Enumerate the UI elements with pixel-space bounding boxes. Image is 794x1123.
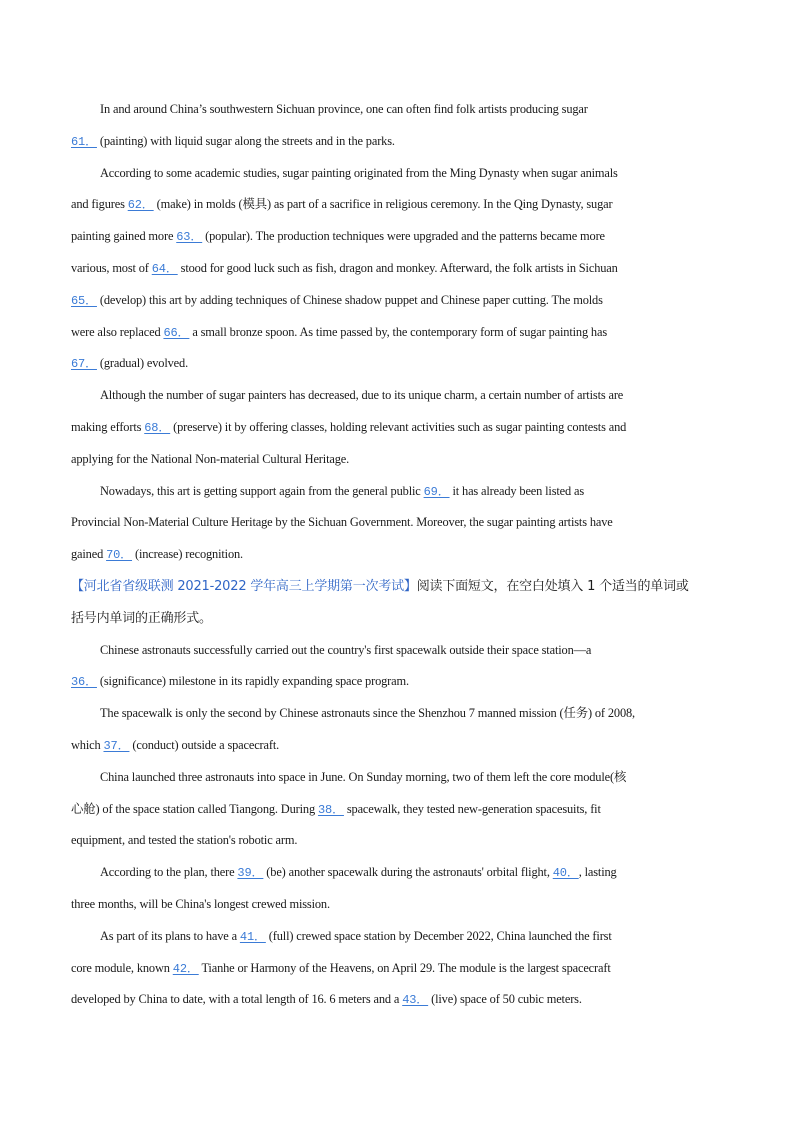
text-line (71, 285, 723, 317)
text-line (71, 984, 723, 1016)
blank-number[interactable]: 41． (239, 929, 266, 944)
blank-number[interactable]: 61． (71, 134, 97, 149)
text-run: core module, known (71, 960, 173, 975)
blank-number[interactable]: 65． (71, 293, 97, 308)
text-run: Although the number of sugar painters has decreased, due to its unique charm, a certain number of artists are (100, 388, 624, 403)
text-run: it has already been listed as (449, 483, 585, 498)
heading-instruction: 阅读下面短文，在空白处填入 1 个适当的单词或 (416, 578, 689, 594)
text-run: (make) in molds (模具) as part of a sacrifice in religious ceremony. In the Qing Dynasty, sugar (153, 197, 613, 212)
text-run: In and around China’s southwestern Sichuan province, one can often find folk artists producing sugar (100, 102, 588, 116)
text-run: (develop) this art by adding techniques of Chinese shadow puppet and Chinese paper cutting. The molds (96, 292, 603, 307)
text-line (71, 380, 723, 412)
blank-number[interactable]: 40． (552, 866, 579, 881)
text-run: (be) another spacewalk during the astronauts' orbital flight, (263, 865, 553, 880)
text-run: Nowadays, this art is getting support again from the general public (100, 483, 424, 498)
blank-number[interactable]: 37． (103, 738, 130, 753)
blank-number[interactable]: 67． (71, 357, 97, 372)
text-line (71, 126, 723, 158)
text-line (71, 412, 723, 444)
text-run: painting gained more (71, 229, 177, 244)
heading-source: 【河北省省级联测 2021-2022 学年高三上学期第一次考试】 (71, 578, 417, 594)
text-run: which (71, 737, 104, 752)
text-run: making efforts (71, 419, 145, 434)
text-run: (gradual) evolved. (96, 356, 189, 371)
text-run: (significance) milestone in its rapidly expanding space program. (96, 674, 409, 689)
text-run: According to some academic studies, sugar painting originated from the Ming Dynasty when sugar animals (100, 165, 618, 180)
heading-line-2: 括号内单词的正确形式。 (71, 610, 212, 626)
blank-number[interactable]: 70． (106, 548, 133, 563)
text-line (71, 698, 723, 730)
text-run: spacewalk, they tested new-generation spacesuits, fit (343, 801, 601, 816)
blank-number[interactable]: 62． (127, 198, 154, 213)
text-run: (popular). The production techniques were upgraded and the patterns became more (202, 229, 605, 244)
text-run: 心舱) of the space station called Tiangong. During (71, 801, 318, 816)
blank-number[interactable]: 69． (423, 484, 450, 499)
text-run: (increase) recognition. (132, 547, 243, 562)
text-run: Provincial Non-Material Culture Heritage by the Sichuan Government. Moreover, the sugar painting artists have (71, 515, 613, 530)
text-run: three months, will be China's longest crewed mission. (71, 896, 330, 911)
text-line (71, 221, 723, 253)
text-run: According to the plan, there (100, 865, 238, 880)
blank-number[interactable]: 68． (144, 420, 171, 435)
text-line (71, 348, 723, 380)
text-line (71, 444, 723, 476)
text-run: China launched three astronauts into space in June. On Sunday morning, two of them left the core module(核 (100, 769, 627, 784)
text-line (71, 189, 723, 221)
text-run: gained (71, 547, 107, 562)
text-run: applying for the National Non-material Cultural Heritage. (71, 451, 350, 466)
text-line (71, 539, 723, 571)
text-run: (conduct) outside a spacecraft. (129, 737, 280, 752)
blank-number[interactable]: 63． (176, 230, 203, 245)
text-run: As part of its plans to have a (100, 928, 240, 943)
text-line (71, 253, 723, 285)
text-run: developed by China to date, with a total length of 16. 6 meters and a (71, 992, 403, 1007)
text-line (71, 635, 723, 667)
text-line (71, 317, 723, 349)
text-run: (live) space of 50 cubic meters. (428, 992, 582, 1007)
passage-spacewalk (71, 635, 723, 1017)
text-run: various, most of (71, 260, 152, 275)
text-line (71, 857, 723, 889)
text-run: (full) crewed space station by December 2022, China launched the first (265, 928, 612, 943)
text-line (71, 94, 723, 126)
text-line (71, 507, 723, 539)
blank-number[interactable]: 38． (317, 802, 344, 817)
text-line (71, 730, 723, 762)
blank-number[interactable]: 42． (172, 961, 199, 976)
text-line (71, 953, 723, 985)
blank-number[interactable]: 36． (71, 675, 97, 690)
text-run: and figures (71, 197, 128, 212)
text-run: The spacewalk is only the second by Chinese astronauts since the Shenzhou 7 manned mission (任务) of 2008, (100, 706, 635, 721)
text-run: Tianhe or Harmony of the Heavens, on April 29. The module is the largest spacecraft (198, 960, 611, 975)
blank-number[interactable]: 66． (163, 325, 190, 340)
text-run: a small bronze spoon. As time passed by, the contemporary form of sugar painting has (189, 324, 608, 339)
text-run: (preserve) it by offering classes, holding relevant activities such as sugar painting contests and (170, 419, 627, 434)
text-line (71, 158, 723, 190)
text-run: equipment, and tested the station's robotic arm. (71, 833, 298, 848)
text-line (71, 666, 723, 698)
text-run: , lasting (578, 865, 617, 880)
text-run: stood for good luck such as fish, dragon and monkey. Afterward, the folk artists in Sichuan (177, 260, 618, 275)
text-run: were also replaced (71, 324, 164, 339)
document-page (71, 94, 723, 1016)
text-run: (painting) with liquid sugar along the streets and in the parks. (96, 133, 395, 148)
heading-line-1 (71, 571, 723, 603)
passage-sugar-painting (71, 94, 723, 571)
text-line (71, 921, 723, 953)
text-run: Chinese astronauts successfully carried out the country's first spacewalk outside their space station—a (100, 642, 592, 657)
text-line (71, 476, 723, 508)
text-line (71, 762, 723, 794)
text-line (71, 825, 723, 857)
blank-number[interactable]: 64． (151, 261, 178, 276)
text-line (71, 889, 723, 921)
blank-number[interactable]: 43． (402, 993, 429, 1008)
section-heading (71, 571, 723, 635)
blank-number[interactable]: 39． (237, 866, 264, 881)
text-line (71, 794, 723, 826)
